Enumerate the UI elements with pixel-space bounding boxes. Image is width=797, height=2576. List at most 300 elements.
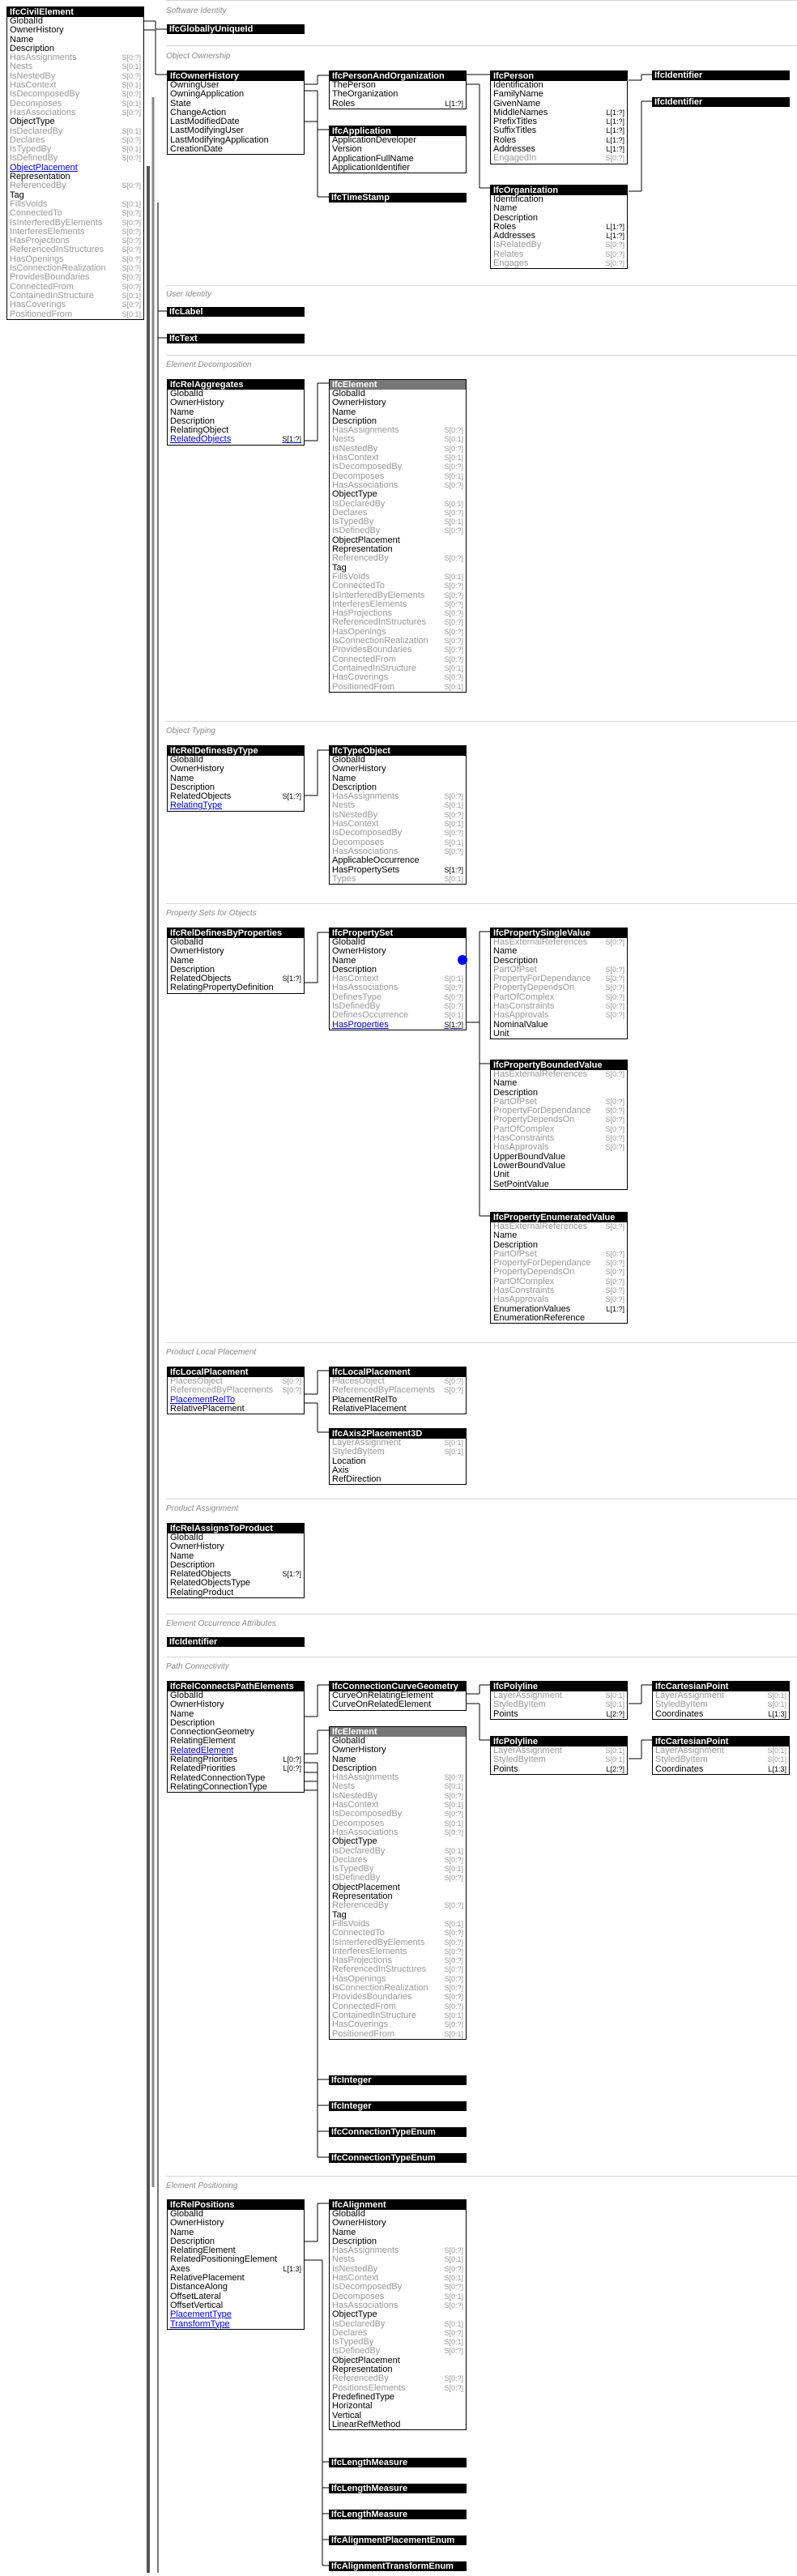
entity-box-ifcpropertysinglevalue[interactable] (490, 928, 628, 1039)
attribute-row[interactable] (330, 536, 466, 545)
attribute-row[interactable] (491, 993, 627, 1002)
attribute-row[interactable] (491, 1079, 627, 1088)
entity-title[interactable]: IfcCivilElement (7, 7, 143, 17)
attribute-row[interactable] (168, 1552, 304, 1561)
attribute-row[interactable] (168, 1691, 304, 1700)
attribute-row[interactable] (330, 1466, 466, 1475)
attribute-row[interactable] (168, 1719, 304, 1728)
attribute-row[interactable] (168, 983, 304, 992)
attribute-row[interactable] (168, 2246, 304, 2255)
attribute-row[interactable] (330, 2255, 466, 2264)
attribute-row[interactable] (7, 283, 143, 292)
attribute-row[interactable] (7, 245, 143, 254)
attribute-row[interactable] (330, 573, 466, 582)
attribute-row[interactable] (168, 2274, 304, 2283)
entity-title[interactable]: IfcPerson (491, 71, 627, 81)
attribute-row[interactable] (491, 1231, 627, 1240)
attribute-row[interactable] (330, 628, 466, 637)
attribute-row[interactable] (330, 1396, 466, 1405)
entity-title[interactable]: IfcOrganization (491, 186, 627, 195)
attribute-row[interactable] (168, 765, 304, 774)
attribute-row[interactable] (330, 866, 466, 875)
attribute-row[interactable] (330, 1475, 466, 1484)
attribute-row[interactable] (330, 618, 466, 627)
attribute-row[interactable] (330, 801, 466, 810)
attribute-row[interactable] (168, 774, 304, 783)
attribute-row[interactable] (168, 1728, 304, 1737)
attribute-row[interactable] (491, 100, 627, 109)
attribute-row[interactable] (330, 1874, 466, 1883)
attribute-row[interactable] (168, 756, 304, 765)
entity-title[interactable]: IfcPropertyBoundedValue (491, 1060, 627, 1070)
attribute-row[interactable] (491, 957, 627, 966)
attribute-row[interactable] (330, 1377, 466, 1386)
attribute-row[interactable] (330, 426, 466, 435)
attribute-row[interactable] (330, 1993, 466, 2002)
attribute-row[interactable] (330, 664, 466, 673)
attribute-row[interactable] (7, 90, 143, 99)
attribute-row[interactable] (330, 2030, 466, 2039)
attribute-row[interactable] (7, 292, 143, 301)
entity-title[interactable]: IfcAlignment (330, 2200, 466, 2210)
attribute-row[interactable] (168, 426, 304, 435)
attribute-row[interactable] (653, 1746, 789, 1755)
attribute-row[interactable] (168, 100, 304, 109)
attribute-row[interactable] (168, 947, 304, 956)
attribute-row[interactable] (330, 2310, 466, 2319)
attribute-row[interactable] (168, 2301, 304, 2310)
attribute-row[interactable] (330, 2011, 466, 2020)
attribute-row[interactable] (330, 875, 466, 884)
attribute-row[interactable] (330, 983, 466, 992)
type-label-ifclengthmeasure-2[interactable]: IfcLengthMeasure (329, 2484, 467, 2493)
attribute-row[interactable] (330, 1700, 466, 1709)
attribute-row[interactable] (330, 829, 466, 838)
entity-box-ifccartesianpoint-2[interactable] (652, 1736, 790, 1775)
attribute-row[interactable] (491, 1021, 627, 1030)
attribute-row[interactable] (330, 2374, 466, 2383)
attribute-row[interactable] (653, 1700, 789, 1709)
attribute-row[interactable] (330, 2338, 466, 2347)
attribute-row[interactable] (168, 783, 304, 792)
attribute-row[interactable] (330, 145, 466, 154)
attribute-row[interactable] (491, 966, 627, 975)
attribute-row[interactable] (7, 17, 143, 26)
attribute-row[interactable] (491, 1162, 627, 1171)
type-label-ifcidentifier-2[interactable]: IfcIdentifier (652, 97, 790, 107)
attribute-row[interactable] (491, 250, 627, 259)
attribute-row[interactable] (330, 2265, 466, 2274)
attribute-row[interactable] (330, 847, 466, 856)
attribute-row[interactable] (653, 1755, 789, 1764)
entity-title[interactable]: IfcOwnerHistory (168, 71, 304, 81)
attribute-row[interactable] (330, 1947, 466, 1956)
entity-title[interactable]: IfcLocalPlacement (168, 1367, 304, 1377)
attribute-row[interactable] (168, 2320, 304, 2329)
attribute-row[interactable] (330, 1011, 466, 1020)
entity-title[interactable]: IfcRelDefinesByType (168, 746, 304, 756)
entity-title[interactable]: IfcPersonAndOrganization (330, 71, 466, 81)
attribute-row[interactable] (330, 2228, 466, 2237)
entity-box-ifclocalplacement[interactable] (167, 1367, 305, 1414)
attribute-row[interactable] (330, 1792, 466, 1801)
attribute-row[interactable] (330, 2420, 466, 2429)
attribute-row[interactable] (491, 1134, 627, 1143)
attribute-row[interactable] (330, 408, 466, 417)
attribute-row[interactable] (491, 1030, 627, 1039)
attribute-row[interactable] (491, 1268, 627, 1277)
attribute-row[interactable] (7, 228, 143, 237)
type-label-ifcidentifier-tag[interactable]: IfcIdentifier (167, 1637, 305, 1647)
attribute-row[interactable] (330, 1810, 466, 1819)
attribute-row[interactable] (491, 1241, 627, 1250)
attribute-row[interactable] (330, 518, 466, 527)
attribute-row[interactable] (330, 811, 466, 820)
attribute-row[interactable] (330, 2283, 466, 2292)
attribute-row[interactable] (330, 1920, 466, 1929)
attribute-row[interactable] (330, 2237, 466, 2246)
attribute-row[interactable] (330, 554, 466, 563)
entity-box-ifccivilelement[interactable] (6, 6, 144, 320)
attribute-row[interactable] (491, 223, 627, 232)
attribute-row[interactable] (168, 2283, 304, 2292)
attribute-row[interactable] (168, 1710, 304, 1719)
attribute-row[interactable] (330, 2274, 466, 2283)
attribute-row[interactable] (491, 145, 627, 154)
entity-title[interactable]: IfcPropertySet (330, 928, 466, 938)
entity-box-ifccartesianpoint[interactable] (652, 1681, 790, 1720)
attribute-row[interactable] (7, 191, 143, 200)
attribute-row[interactable] (330, 1847, 466, 1856)
attribute-row[interactable] (330, 1746, 466, 1755)
attribute-row[interactable] (491, 947, 627, 956)
attribute-row[interactable] (330, 2246, 466, 2255)
entity-title[interactable]: IfcRelConnectsPathElements (168, 1682, 304, 1691)
attribute-row[interactable] (330, 856, 466, 865)
entity-title[interactable]: IfcTypeObject (330, 746, 466, 756)
attribute-row[interactable] (330, 2301, 466, 2310)
attribute-row[interactable] (330, 1856, 466, 1865)
attribute-row[interactable] (491, 204, 627, 213)
attribute-row[interactable] (330, 2356, 466, 2365)
type-label-ifcidentifier[interactable]: IfcIdentifier (652, 70, 790, 80)
attribute-row[interactable] (491, 1107, 627, 1115)
attribute-row[interactable] (491, 1180, 627, 1189)
attribute-row[interactable] (491, 1153, 627, 1162)
attribute-row[interactable] (491, 214, 627, 223)
entity-box-ifcrelassignstoproduct[interactable] (167, 1523, 305, 1598)
attribute-row[interactable] (330, 100, 466, 109)
entity-title[interactable]: IfcPolyline (491, 1737, 627, 1746)
entity-title[interactable]: IfcPropertyEnumeratedValue (491, 1213, 627, 1222)
entity-box-ifcpersonandorganization[interactable] (329, 70, 467, 109)
attribute-row[interactable] (330, 81, 466, 90)
attribute-row[interactable] (330, 792, 466, 801)
entity-box-ifcreldefinesbyproperties[interactable] (167, 928, 305, 994)
attribute-row[interactable] (330, 783, 466, 792)
attribute-row[interactable] (330, 1405, 466, 1414)
attribute-row[interactable] (491, 1143, 627, 1152)
attribute-row[interactable] (330, 481, 466, 490)
entity-box-ifcrelpositions[interactable] (167, 2199, 305, 2330)
attribute-row[interactable] (168, 1386, 304, 1395)
attribute-row[interactable] (491, 1070, 627, 1079)
attribute-row[interactable] (330, 1782, 466, 1791)
attribute-row[interactable] (168, 1700, 304, 1709)
attribute-row[interactable] (330, 527, 466, 535)
attribute-row[interactable] (330, 2384, 466, 2393)
entity-title[interactable]: IfcApplication (330, 126, 466, 136)
attribute-row[interactable] (491, 1691, 627, 1700)
attribute-row[interactable] (168, 2237, 304, 2246)
attribute-row[interactable] (330, 1755, 466, 1764)
attribute-row[interactable] (330, 655, 466, 664)
attribute-row[interactable] (330, 2210, 466, 2219)
attribute-row[interactable] (330, 1439, 466, 1448)
attribute-row[interactable] (491, 1314, 627, 1323)
attribute-row[interactable] (491, 1250, 627, 1259)
attribute-row[interactable] (330, 1386, 466, 1395)
attribute-row[interactable] (168, 2255, 304, 2264)
attribute-row[interactable] (168, 2210, 304, 2219)
attribute-row[interactable] (491, 195, 627, 204)
attribute-row[interactable] (168, 1396, 304, 1405)
attribute-row[interactable] (491, 241, 627, 249)
entity-title[interactable]: IfcCartesianPoint (653, 1682, 789, 1691)
entity-box-ifcapplication[interactable] (329, 126, 467, 173)
attribute-row[interactable] (653, 1710, 789, 1719)
type-label-ifclengthmeasure-3[interactable]: IfcLengthMeasure (329, 2510, 467, 2519)
selection-marker[interactable] (458, 955, 467, 965)
attribute-row[interactable] (7, 273, 143, 282)
attribute-row[interactable] (491, 1259, 627, 1268)
attribute-row[interactable] (330, 435, 466, 444)
attribute-row[interactable] (330, 445, 466, 454)
attribute-row[interactable] (168, 2228, 304, 2237)
attribute-row[interactable] (330, 1002, 466, 1011)
attribute-row[interactable] (491, 983, 627, 992)
attribute-row[interactable] (330, 1956, 466, 1965)
attribute-row[interactable] (330, 1691, 466, 1700)
attribute-row[interactable] (168, 1579, 304, 1588)
attribute-row[interactable] (330, 966, 466, 975)
attribute-row[interactable] (168, 417, 304, 426)
attribute-row[interactable] (7, 200, 143, 209)
attribute-row[interactable] (491, 1295, 627, 1304)
attribute-row[interactable] (653, 1765, 789, 1774)
attribute-row[interactable] (168, 2292, 304, 2301)
attribute-row[interactable] (330, 2365, 466, 2374)
attribute-row[interactable] (330, 683, 466, 692)
type-label-ifcalignmentplacementenum[interactable]: IfcAlignmentPlacementEnum (329, 2535, 467, 2545)
attribute-row[interactable] (7, 81, 143, 90)
attribute-row[interactable] (7, 301, 143, 309)
attribute-row[interactable] (7, 45, 143, 53)
attribute-row[interactable] (491, 1089, 627, 1098)
attribute-row[interactable] (330, 1764, 466, 1773)
entity-box-ifcpropertyenumeratedvalue[interactable] (490, 1212, 628, 1324)
attribute-row[interactable] (491, 1171, 627, 1179)
attribute-row[interactable] (330, 591, 466, 600)
entity-box-ifcpropertyboundedvalue[interactable] (490, 1060, 628, 1190)
attribute-row[interactable] (330, 545, 466, 554)
attribute-row[interactable] (491, 117, 627, 126)
attribute-row[interactable] (491, 975, 627, 983)
attribute-row[interactable] (7, 127, 143, 136)
attribute-row[interactable] (330, 399, 466, 407)
attribute-row[interactable] (330, 1021, 466, 1030)
entity-box-ifctypeobject[interactable] (329, 745, 467, 885)
attribute-row[interactable] (330, 609, 466, 618)
attribute-row[interactable] (330, 1938, 466, 1947)
attribute-row[interactable] (491, 1700, 627, 1709)
entity-title[interactable]: IfcConnectionCurveGeometry (330, 1682, 466, 1691)
attribute-row[interactable] (330, 646, 466, 655)
attribute-row[interactable] (330, 2219, 466, 2228)
attribute-row[interactable] (330, 490, 466, 499)
attribute-row[interactable] (168, 399, 304, 407)
attribute-row[interactable] (330, 947, 466, 956)
attribute-row[interactable] (491, 1002, 627, 1011)
type-label-ifcalignmenttransformenum[interactable]: IfcAlignmentTransformEnum (329, 2561, 467, 2571)
attribute-row[interactable] (330, 2020, 466, 2029)
attribute-row[interactable] (168, 109, 304, 117)
attribute-row[interactable] (491, 1115, 627, 1124)
entity-box-ifcelement[interactable] (329, 379, 467, 693)
attribute-row[interactable] (330, 756, 466, 765)
attribute-row[interactable] (168, 90, 304, 99)
attribute-row[interactable] (491, 90, 627, 99)
attribute-row[interactable] (330, 838, 466, 847)
attribute-row[interactable] (330, 164, 466, 173)
attribute-row[interactable] (168, 81, 304, 90)
entity-title[interactable]: IfcLocalPlacement (330, 1367, 466, 1377)
attribute-row[interactable] (330, 136, 466, 145)
attribute-row[interactable] (491, 1755, 627, 1764)
attribute-row[interactable] (168, 1774, 304, 1783)
attribute-row[interactable] (168, 136, 304, 145)
entity-title[interactable]: IfcRelPositions (168, 2200, 304, 2210)
attribute-row[interactable] (330, 90, 466, 99)
attribute-row[interactable] (168, 1764, 304, 1773)
attribute-row[interactable] (330, 155, 466, 164)
entity-title[interactable]: IfcPropertySingleValue (491, 928, 627, 938)
attribute-row[interactable] (168, 117, 304, 126)
entity-box-ifcelement-related[interactable] (329, 1726, 467, 2040)
type-label-ifclengthmeasure[interactable]: IfcLengthMeasure (329, 2458, 467, 2467)
attribute-row[interactable] (330, 1892, 466, 1901)
attribute-row[interactable] (491, 81, 627, 90)
attribute-row[interactable] (491, 126, 627, 135)
attribute-row[interactable] (168, 792, 304, 801)
attribute-row[interactable] (7, 209, 143, 218)
attribute-row[interactable] (168, 390, 304, 399)
attribute-row[interactable] (491, 1305, 627, 1314)
attribute-row[interactable] (330, 1929, 466, 1938)
attribute-row[interactable] (330, 820, 466, 829)
attribute-row[interactable] (330, 2347, 466, 2356)
attribute-row[interactable] (7, 164, 143, 173)
entity-box-ifcpolyline[interactable] (490, 1681, 628, 1720)
attribute-row[interactable] (653, 1691, 789, 1700)
attribute-row[interactable] (168, 126, 304, 135)
attribute-row[interactable] (168, 966, 304, 975)
attribute-row[interactable] (330, 500, 466, 509)
type-label-ifcgloballyuniqueid[interactable]: IfcGloballyUniqueId (167, 24, 305, 34)
attribute-row[interactable] (7, 264, 143, 273)
attribute-row[interactable] (330, 938, 466, 947)
attribute-row[interactable] (330, 2320, 466, 2329)
attribute-row[interactable] (7, 53, 143, 62)
attribute-row[interactable] (491, 1098, 627, 1107)
entity-box-ifcaxis2placement3d[interactable] (329, 1428, 467, 1485)
attribute-row[interactable] (491, 154, 627, 163)
entity-title[interactable]: IfcElement (330, 380, 466, 390)
attribute-row[interactable] (330, 454, 466, 463)
type-label-ifctext[interactable]: IfcText (167, 334, 305, 343)
entity-box-ifcpolyline-2[interactable] (490, 1736, 628, 1775)
attribute-row[interactable] (168, 975, 304, 983)
attribute-row[interactable] (491, 1765, 627, 1774)
attribute-row[interactable] (7, 62, 143, 71)
entity-box-ifcpropertyset[interactable] (329, 928, 467, 1030)
attribute-row[interactable] (168, 801, 304, 810)
attribute-row[interactable] (168, 1737, 304, 1746)
attribute-row[interactable] (330, 1457, 466, 1466)
attribute-row[interactable] (168, 2265, 304, 2274)
attribute-row[interactable] (168, 435, 304, 444)
entity-title[interactable]: IfcRelDefinesByProperties (168, 928, 304, 938)
type-label-ifctimestamp[interactable]: IfcTimeStamp (329, 193, 467, 203)
attribute-row[interactable] (330, 1737, 466, 1746)
attribute-row[interactable] (330, 1865, 466, 1874)
attribute-row[interactable] (330, 472, 466, 481)
attribute-row[interactable] (7, 136, 143, 145)
entity-box-ifcperson[interactable] (490, 70, 628, 164)
attribute-row[interactable] (330, 1911, 466, 1920)
attribute-row[interactable] (7, 310, 143, 319)
entity-box-ifcrelaggregates[interactable] (167, 379, 305, 446)
attribute-row[interactable] (491, 1710, 627, 1719)
attribute-row[interactable] (330, 509, 466, 518)
attribute-row[interactable] (330, 774, 466, 783)
attribute-row[interactable] (7, 109, 143, 117)
attribute-row[interactable] (330, 975, 466, 983)
attribute-row[interactable] (168, 1589, 304, 1597)
attribute-row[interactable] (330, 1965, 466, 1974)
attribute-row[interactable] (330, 2402, 466, 2411)
type-label-ifcconnectiontypeenum-2[interactable]: IfcConnectionTypeEnum (329, 2153, 467, 2163)
entity-box-ifcreldefinesbytype[interactable] (167, 745, 305, 812)
entity-box-ifcownerhistory[interactable] (167, 70, 305, 155)
attribute-row[interactable] (168, 957, 304, 966)
attribute-row[interactable] (168, 2310, 304, 2319)
attribute-row[interactable] (168, 1755, 304, 1764)
attribute-row[interactable] (7, 154, 143, 163)
attribute-row[interactable] (330, 2002, 466, 2011)
attribute-row[interactable] (168, 1405, 304, 1414)
attribute-row[interactable] (491, 1222, 627, 1231)
attribute-row[interactable] (330, 417, 466, 426)
attribute-row[interactable] (168, 408, 304, 417)
attribute-row[interactable] (330, 1883, 466, 1892)
entity-box-ifcalignment[interactable] (329, 2199, 467, 2430)
attribute-row[interactable] (7, 181, 143, 190)
attribute-row[interactable] (330, 1448, 466, 1456)
attribute-row[interactable] (330, 957, 466, 966)
attribute-row[interactable] (330, 673, 466, 682)
entity-title[interactable]: IfcCartesianPoint (653, 1737, 789, 1746)
